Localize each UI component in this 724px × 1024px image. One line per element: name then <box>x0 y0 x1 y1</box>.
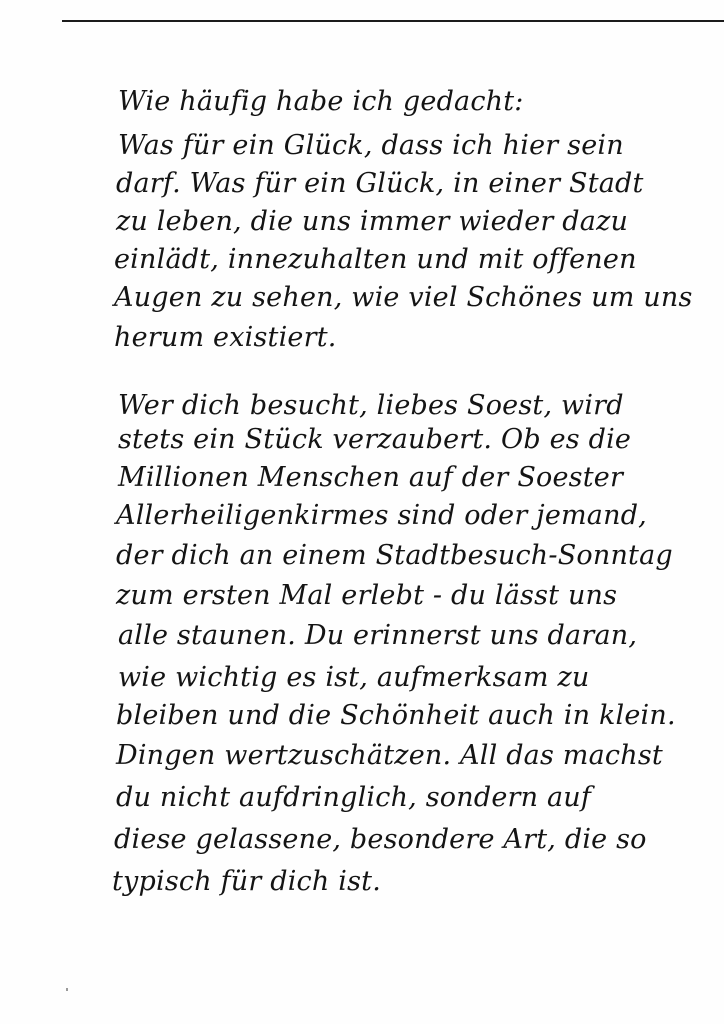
letter-line: alle staunen. Du erinnerst uns daran, <box>118 620 638 651</box>
letter-line: bleiben und die Schönheit auch in klein. <box>116 700 676 731</box>
letter-line: stets ein Stück verzaubert. Ob es die <box>118 424 632 455</box>
letter-line: zu leben, die uns immer wieder dazu <box>116 206 629 237</box>
letter-line: darf. Was für ein Glück, in einer Stadt <box>116 168 644 199</box>
letter-line: zum ersten Mal erlebt - du lässt uns <box>116 580 618 611</box>
letter-line: Allerheiligenkirmes sind oder jemand, <box>116 500 647 531</box>
paper-speck <box>66 988 68 991</box>
letter-line: Dingen wertzuschätzen. All das machst <box>116 740 663 771</box>
letter-line: Was für ein Glück, dass ich hier sein <box>118 130 624 161</box>
letter-line: Wie häufig habe ich gedacht: <box>118 86 524 117</box>
letter-line: wie wichtig es ist, aufmerksam zu <box>118 662 590 693</box>
letter-line: Augen zu sehen, wie viel Schönes um uns <box>114 282 693 313</box>
letter-line: Millionen Menschen auf der Soester <box>118 462 624 493</box>
letter-line: herum existiert. <box>114 322 337 353</box>
letter-line: typisch für dich ist. <box>112 866 381 897</box>
letter-line: einlädt, innezuhalten und mit offenen <box>114 244 637 275</box>
letter-line: du nicht aufdringlich, sondern auf <box>116 782 592 813</box>
letter-line: diese gelassene, besondere Art, die so <box>114 824 647 855</box>
letter-line: der dich an einem Stadtbesuch-Sonntag <box>116 540 673 571</box>
letter-line: Wer dich besucht, liebes Soest, wird <box>118 390 624 421</box>
